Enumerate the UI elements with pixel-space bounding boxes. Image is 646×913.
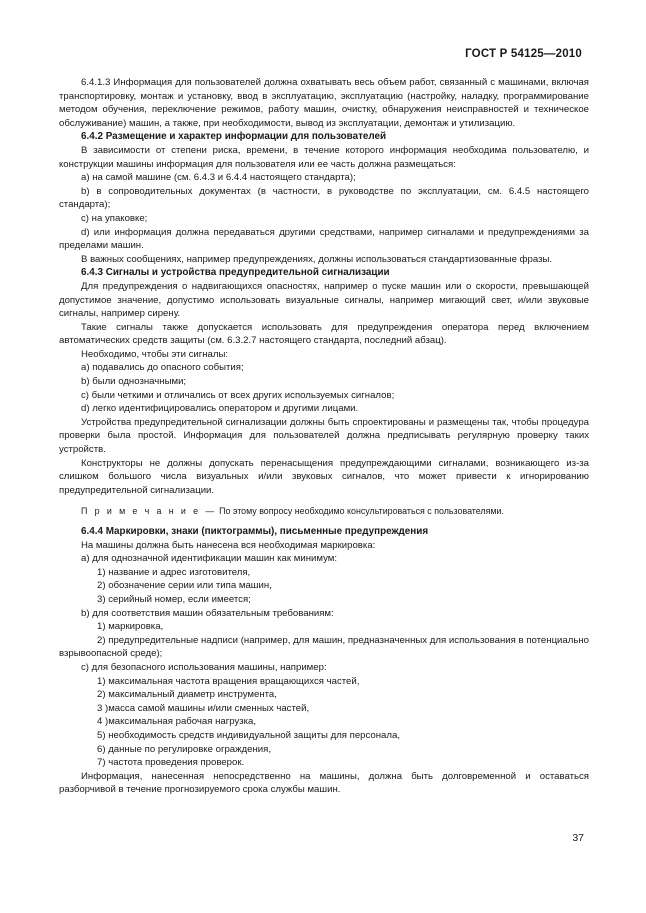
list-item: c) на упаковке; [81, 212, 148, 224]
paragraph: Необходимо, чтобы эти сигналы: [81, 348, 229, 360]
paragraph: Для предупреждения о надвигающихся опасностях, например о пуске машин или о скорости, превышающей допустимое значение, допустимо использовать визуальные сигналы, например мигающий свет, и/или звуковые сигналы, например сирену. [59, 280, 589, 320]
list-item: b) в сопроводительных документах (в частности, в руководстве по эксплуатации, см. 6.4.5 настоящего стандарта); [59, 185, 589, 211]
list-item: c) для безопасного использования машины, например: [81, 661, 327, 673]
page-body [59, 76, 589, 797]
sub-list-item: 1) маркировка, [97, 621, 164, 633]
sub-list-item: 1) название и адрес изготовителя, [97, 566, 251, 578]
heading-6-4-3: 6.4.3 Сигналы и устройства предупредительной сигнализации [81, 267, 390, 279]
paragraph: В зависимости от степени риска, времени, в течение которого информация необходима пользователю, и конструкции машины информация для пользователя или ее часть должна размещаться: [59, 144, 589, 170]
list-item: b) были однозначными; [81, 376, 187, 388]
page-number: 37 [572, 832, 584, 844]
list-item: b) для соответствия машин обязательным требованиям: [81, 607, 334, 619]
sub-list-item: 5) необходимость средств индивидуальной защиты для персонала, [97, 729, 400, 741]
heading-6-4-4: 6.4.4 Маркировки, знаки (пиктограммы), письменные предупреждения [81, 526, 429, 537]
list-item: d) или информация должна передаваться другими средствами, например сигналами и предупреждениями за пределами машин. [59, 226, 589, 252]
note-label: П р и м е ч а н и е — [81, 506, 217, 517]
sub-list-item: 7) частота проведения проверок. [97, 757, 245, 769]
sub-list-item: 6) данные по регулировке ограждения, [97, 743, 271, 755]
sub-list-item: 3 )масса самой машины и/или сменных частей, [97, 702, 310, 714]
paragraph: В важных сообщениях, например предупреждениях, должны использоваться стандартизованные фразы. [81, 253, 553, 265]
list-item: a) для однозначной идентификации машин как минимум: [81, 553, 338, 565]
paragraph: Устройства предупредительной сигнализации должны быть спроектированы и размещены так, чтобы процедура проверки была простой. Информация для пользователей должна предписывать регулярную проверку таких устройств. [59, 416, 589, 456]
list-item: а) на самой машине (см. 6.4.3 и 6.4.4 настоящего стандарта); [81, 172, 356, 184]
paragraph: На машины должна быть нанесена вся необходимая маркировка: [81, 539, 376, 551]
paragraph: Такие сигналы также допускается использовать для предупреждения оператора перед включением автоматических средств защиты (см. 6.3.2.7 настоящего стандарта, последний абзац). [59, 321, 589, 347]
note-text: По этому вопросу необходимо консультироваться с пользователями. [219, 506, 504, 517]
list-item: c) были четкими и отличались от всех других используемых сигналов; [81, 389, 395, 401]
paragraph: Конструкторы не должны допускать перенасыщения предупреждающими сигналами, возникающего из-за слишком большого числа визуальных и/или звуковых сигналов, что может привести к игнорированию предупредительной сигнализации. [59, 457, 589, 496]
paragraph-6-4-1-3: 6.4.1.3 Информация для пользователей должна охватывать весь объем работ, связанный с машинами, включая транспортировку, монтаж и установку, ввод в эксплуатацию, эксплуатацию (настройку, наладку, программирование методом обучения, переключение режимов, работу машин, очистку, обнаружения неисправностей и техническое обслуживание) машин, а также, при необходимости, вывод из эксплуатации, демонтаж и утилизацию. [59, 77, 589, 129]
note [59, 505, 589, 519]
paragraph: Информация, нанесенная непосредственно на машины, должна быть долговременной и оставаться разборчивой в течение прогнозируемого срока службы машин. [59, 770, 589, 796]
sub-list-item: 1) максимальная частота вращения вращающихся частей, [97, 675, 360, 687]
list-item: d) легко идентифицировались оператором и другими лицами. [81, 403, 359, 415]
sub-list-item: 3) серийный номер, если имеется; [97, 593, 251, 605]
sub-list-item: 2) максимальный диаметр инструмента, [97, 689, 277, 701]
heading-6-4-2: 6.4.2 Размещение и характер информации для пользователей [81, 131, 387, 143]
document-code-header: ГОСТ Р 54125—2010 [465, 48, 582, 60]
sub-list-item: 2) обозначение серии или типа машин, [97, 580, 272, 592]
sub-list-item: 4 )максимальная рабочая нагрузка, [97, 716, 257, 728]
list-item: a) подавались до опасного события; [81, 362, 244, 374]
sub-list-item: 2) предупредительные надписи (например, для машин, предназначенных для использования в потенциально взрывоопасной среде); [59, 634, 589, 660]
